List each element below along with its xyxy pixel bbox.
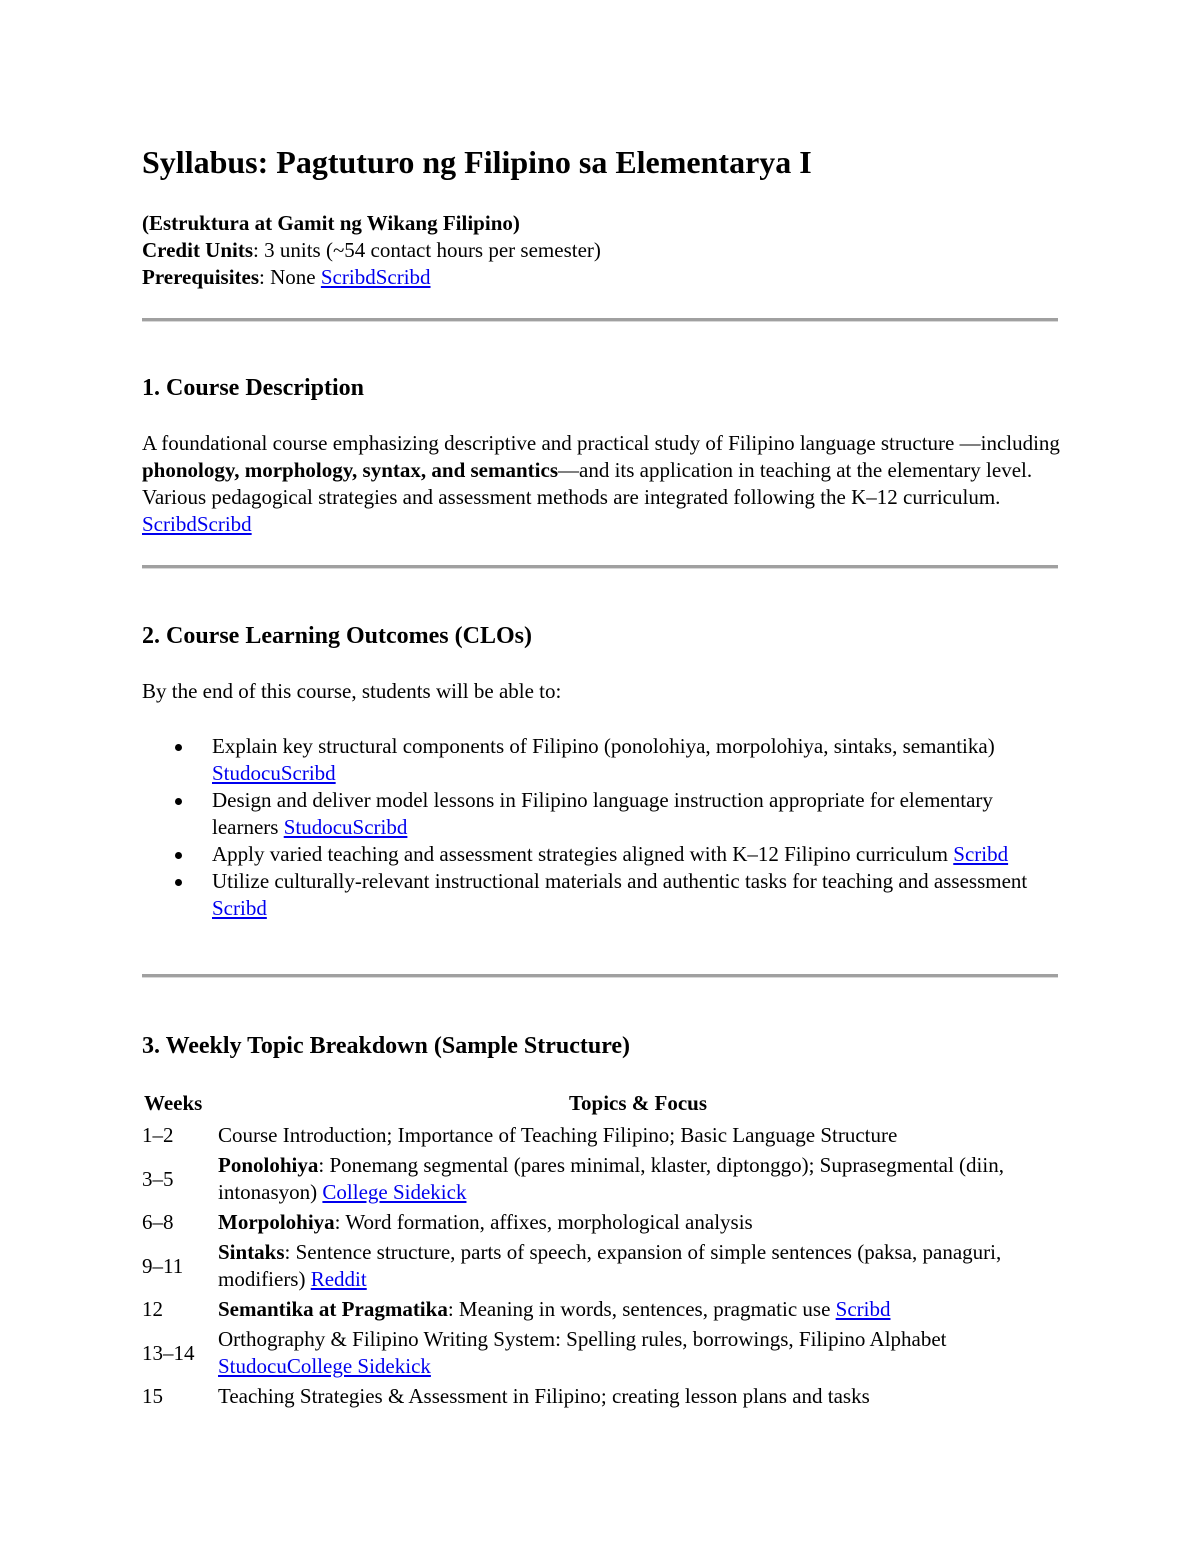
- outcomes-heading: 2. Course Learning Outcomes (CLOs): [142, 623, 532, 649]
- list-item: Apply varied teaching and assessment strategies aligned with K–12 Filipino curriculum Scribd: [142, 841, 1058, 868]
- outcomes-list: [142, 733, 1058, 922]
- source-link[interactable]: StudocuCollege Sidekick: [218, 1354, 431, 1378]
- section-divider: [142, 565, 1058, 568]
- bullet-icon: [175, 798, 182, 805]
- week-cell: 12: [142, 1297, 163, 1321]
- credit-units-line: Credit Units: 3 units (~54 contact hours per semester): [142, 238, 601, 262]
- description-source-link[interactable]: ScribdScribd: [142, 512, 252, 536]
- topic-cell: Ponolohiya: Ponemang segmental (pares minimal, klaster, diptonggo); Suprasegmental (diin, intonasyon) College Sidekick: [218, 1153, 1004, 1204]
- topic-cell: Teaching Strategies & Assessment in Filipino; creating lesson plans and tasks: [218, 1384, 870, 1408]
- source-link[interactable]: College Sidekick: [322, 1180, 467, 1204]
- week-cell: 13–14: [142, 1340, 195, 1365]
- list-item: Explain key structural components of Filipino (ponolohiya, morpolohiya, sintaks, semantika) StudocuScribd: [142, 733, 1058, 787]
- topic-cell: Semantika at Pragmatika: Meaning in words, sentences, pragmatic use Scribd: [218, 1297, 891, 1321]
- table-header-row: [142, 1090, 1058, 1121]
- table-row: [142, 1151, 1058, 1208]
- table-row: [142, 1208, 1058, 1238]
- bullet-icon: [175, 852, 182, 859]
- description-text: A foundational course emphasizing descriptive and practical study of Filipino language structure —including phonology, morphology, syntax, and semantics—and its application in teaching at the elementary level. Various pedagogical strategies and assessment methods are integrated following the K–12 curriculum. ScribdScribd: [142, 431, 1060, 536]
- outcomes-intro: By the end of this course, students will be able to:: [142, 679, 562, 703]
- section-divider: [142, 974, 1058, 977]
- source-link[interactable]: Scribd: [212, 896, 267, 920]
- table-row: [142, 1382, 1058, 1412]
- week-cell: 3–5: [142, 1166, 174, 1191]
- course-meta: [142, 210, 1058, 291]
- topic-cell: Course Introduction; Importance of Teaching Filipino; Basic Language Structure: [218, 1123, 898, 1147]
- list-item: Design and deliver model lessons in Filipino language instruction appropriate for elementary learners StudocuScribd: [142, 787, 1058, 841]
- source-link[interactable]: StudocuScribd: [212, 761, 336, 785]
- table-row: [142, 1325, 1058, 1382]
- table-row: [142, 1121, 1058, 1151]
- prerequisites-line: Prerequisites: None ScribdScribd: [142, 265, 431, 289]
- bullet-icon: [175, 744, 182, 751]
- source-link[interactable]: Scribd: [953, 842, 1009, 866]
- column-header-topics: Topics & Focus: [568, 1091, 708, 1115]
- topic-cell: Morpolohiya: Word formation, affixes, morphological analysis: [218, 1210, 753, 1234]
- week-cell: 1–2: [142, 1123, 174, 1147]
- topic-cell: Sintaks: Sentence structure, parts of speech, expansion of simple sentences (paksa, panaguri, modifiers) Reddit: [218, 1240, 1002, 1291]
- prerequisites-source-link[interactable]: ScribdScribd: [320, 265, 431, 289]
- topic-cell: Orthography & Filipino Writing System: Spelling rules, borrowings, Filipino Alphabet StudocuCollege Sidekick: [218, 1327, 947, 1378]
- course-subtitle: (Estruktura at Gamit ng Wikang Filipino): [142, 211, 520, 235]
- page-title: Syllabus: Pagtuturo ng Filipino sa Elementarya I: [142, 144, 812, 180]
- source-link[interactable]: StudocuScribd: [283, 815, 408, 839]
- column-header-weeks: Weeks: [144, 1091, 203, 1115]
- list-item: Utilize culturally-relevant instructional materials and authentic tasks for teaching and assessment Scribd: [142, 868, 1058, 922]
- table-row: [142, 1238, 1058, 1295]
- table-row: [142, 1295, 1058, 1325]
- week-cell: 6–8: [142, 1210, 174, 1234]
- week-cell: 15: [142, 1384, 163, 1408]
- week-cell: 9–11: [142, 1253, 184, 1278]
- weekly-topics-table: [142, 1090, 1058, 1412]
- weekly-heading: 3. Weekly Topic Breakdown (Sample Structure): [142, 1033, 631, 1059]
- source-link[interactable]: Scribd: [835, 1297, 891, 1321]
- source-link[interactable]: Reddit: [310, 1267, 367, 1291]
- bullet-icon: [175, 879, 182, 886]
- section-divider: [142, 318, 1058, 321]
- description-heading: 1. Course Description: [142, 375, 364, 401]
